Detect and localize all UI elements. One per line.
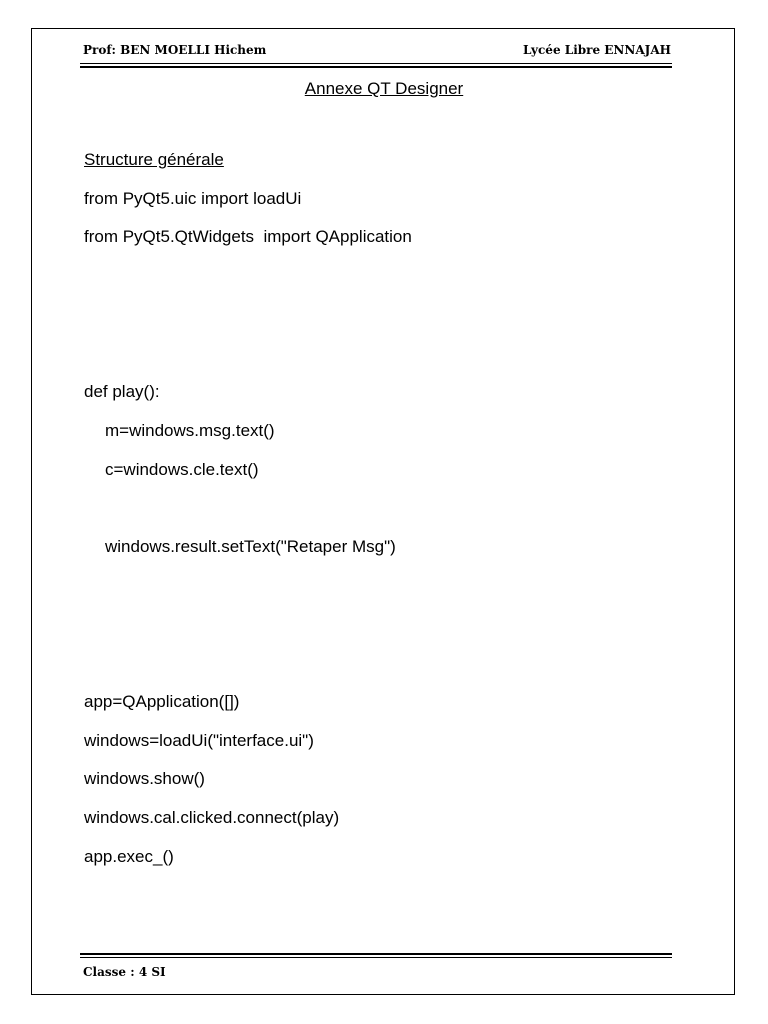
footer-class-label: Classe : 4 SI <box>83 965 166 979</box>
header-school: Lycée Libre ENNAJAH <box>523 43 671 57</box>
document-title <box>0 79 768 99</box>
header-divider-thin <box>80 63 672 64</box>
header-author: Prof: BEN MOELLI Hichem <box>83 43 267 57</box>
code-line-connect: windows.cal.clicked.connect(play) <box>84 808 340 827</box>
footer-divider-thick <box>80 953 672 955</box>
code-line-app: app=QApplication([]) <box>84 692 240 711</box>
code-line-import-loadui: from PyQt5.uic import loadUi <box>84 189 302 208</box>
code-line-c: c=windows.cle.text() <box>105 460 259 479</box>
footer-divider-thin <box>80 957 672 958</box>
code-line-windows-load: windows=loadUi("interface.ui") <box>84 731 314 750</box>
header-divider-thick <box>80 66 672 68</box>
page-header <box>83 43 671 61</box>
code-line-import-qapplication: from PyQt5.QtWidgets import QApplication <box>84 227 412 246</box>
code-line-windows-show: windows.show() <box>84 769 205 788</box>
code-line-m: m=windows.msg.text() <box>105 421 275 440</box>
document-title-text: Annexe QT Designer <box>304 79 464 98</box>
code-line-exec: app.exec_() <box>84 847 174 866</box>
code-line-def-play: def play(): <box>84 382 160 401</box>
code-line-result: windows.result.setText("Retaper Msg") <box>105 537 396 556</box>
section-heading: Structure générale <box>84 150 224 169</box>
